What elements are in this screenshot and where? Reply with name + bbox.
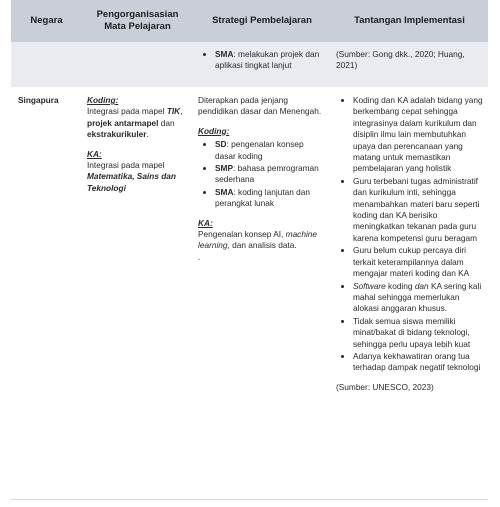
strategy-koding-list <box>198 139 326 209</box>
list-item: • SD: pengenalan konsep dasar koding <box>215 139 326 162</box>
table-row <box>11 87 488 399</box>
list-item: • SMA: koding lanjutan dan perangkat lunak <box>215 187 326 210</box>
source-citation: (Sumber: UNESCO, 2023) <box>336 381 434 392</box>
table-header-row <box>11 0 488 42</box>
cell-organization <box>82 87 193 399</box>
header-strategi: Strategi Pembelajaran <box>193 0 331 42</box>
koding-description: Integrasi pada mapel TIK, projek antarmapel dan ekstrakurikuler. <box>87 106 183 140</box>
list-item: • SMP: bahasa pemrograman sederhana <box>215 163 326 186</box>
list-item: • Software koding dan KA sering kali mahal sehingga memerlukan alokasi anggaran khusus. <box>353 281 483 315</box>
cell-strategy <box>193 87 331 399</box>
table-bottom-rule <box>11 499 488 500</box>
header-tantangan: Tantangan Implementasi <box>331 0 488 42</box>
challenges-list <box>336 95 483 374</box>
ka-heading: KA: <box>87 148 102 159</box>
strategy-ka-text: Pengenalan konsep AI, machine learning, dan analisis data. <box>198 229 318 251</box>
cell-strategy-continued <box>193 42 331 87</box>
cell-challenge-source <box>331 42 488 87</box>
country-name: Singapura <box>11 87 82 399</box>
header-pengorganisasian: Pengorganisasian Mata Pelajaran <box>82 0 193 42</box>
koding-heading: Koding: <box>87 95 119 105</box>
list-item: • Tidak semua siswa memiliki minat/bakat di bidang teknologi, sehingga perlu upaya lebih kuat <box>353 316 483 350</box>
header-negara: Negara <box>11 0 82 42</box>
list-item: • SMA: melakukan projek dan aplikasi tingkat lanjut <box>215 49 326 72</box>
list-item: • Guru terbebani tugas administratif dan kurikulum inti, sehingga menambahkan materi baru seperti koding dan KA berisiko meningkatkan tekanan pada guru karena kompetensi guru beragam <box>353 176 483 244</box>
cell-country-empty <box>11 42 82 87</box>
strategy-koding-heading: Koding: <box>198 125 230 136</box>
strategy-intro: Diterapkan pada jenjang pendidikan dasar dan Menengah. <box>198 95 322 117</box>
strategy-ka-heading: KA: <box>198 217 213 228</box>
comparison-table <box>11 0 488 399</box>
list-item: • Adanya kekhawatiran orang tua terhadap dampak negatif teknologi <box>353 351 483 374</box>
list-item: • Guru belum cukup percaya diri terkait keterampilannya dalam mengajar materi koding dan KA <box>353 245 483 279</box>
list-item: • Koding dan KA adalah bidang yang berkembang cepat sehingga integrasinya dalam kurikulum dan disiplin ilmu lain membutuhkan upaya dan perencanaan yang matang untuk memastikan pembelajaran yang holistik <box>353 95 483 175</box>
table-row <box>11 42 488 87</box>
cell-org-empty <box>82 42 193 87</box>
ka-description: Integrasi pada mapel Matematika, Sains dan Teknologi <box>87 160 176 193</box>
strategy-list-continued <box>198 49 326 72</box>
source-citation: (Sumber: Gong dkk., 2020; Huang, 2021) <box>336 49 465 71</box>
cell-challenges <box>331 87 488 399</box>
strategy-dot: . <box>198 251 201 262</box>
